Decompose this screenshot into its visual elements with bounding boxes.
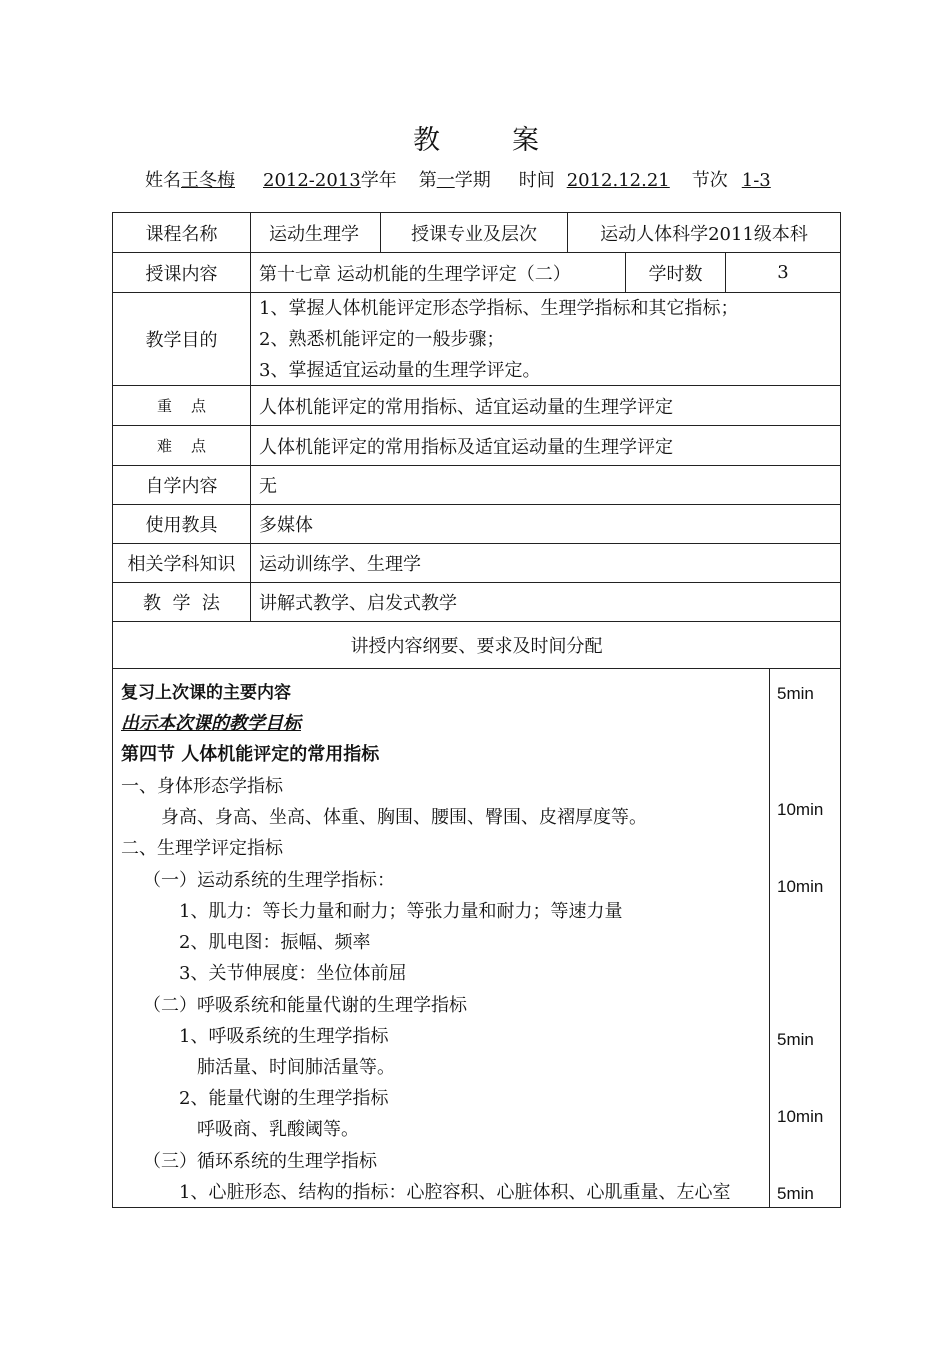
outline-line: 1、呼吸系统的生理学指标 (179, 1026, 389, 1047)
term-value: 一 (436, 170, 455, 191)
name-label: 姓名 (145, 170, 181, 191)
row-related (113, 543, 840, 582)
major-label: 授课专业及层次 (381, 213, 568, 252)
key-label: 重 点 (113, 386, 251, 425)
outline-line: 呼吸商、乳酸阈等。 (197, 1119, 359, 1140)
row-content (113, 252, 840, 292)
hours-label: 学时数 (626, 253, 726, 292)
goal-list (251, 293, 840, 385)
outline-line: 第四节 人体机能评定的常用指标 (121, 744, 380, 765)
difficult-value: 人体机能评定的常用指标及适宜运动量的生理学评定 (259, 436, 673, 458)
time-allocation: 10min (777, 1107, 824, 1126)
time-allocation: 10min (777, 877, 824, 896)
outline-line: （二）呼吸系统和能量代谢的生理学指标 (143, 995, 467, 1016)
time-allocation: 5min (777, 1184, 814, 1203)
tools-value: 多媒体 (259, 515, 313, 536)
outline-line: 一、身体形态学指标 (121, 776, 283, 797)
lesson-table (112, 212, 841, 1208)
outline-body (113, 668, 840, 1207)
outline-line: 复习上次课的主要内容 (121, 683, 291, 703)
outline-line: 1、心脏形态、结构的指标：心腔容积、心脏体积、心肌重量、左心室 (179, 1182, 731, 1203)
selfstudy-value: 无 (259, 476, 277, 497)
name-value: 王冬梅 (181, 170, 235, 191)
term-suffix: 学期 (454, 170, 491, 191)
outline-header: 讲授内容纲要、要求及时间分配 (350, 636, 603, 657)
time-allocation: 10min (777, 800, 824, 819)
outline-line: （三）循环系统的生理学指标 (143, 1151, 377, 1172)
outline-line: 2、能量代谢的生理学指标 (179, 1088, 389, 1109)
title-char-2: 案 (512, 125, 539, 156)
method-value: 讲解式教学、启发式教学 (259, 593, 457, 614)
goal-label: 教学目的 (113, 293, 251, 385)
time-allocation: 5min (777, 684, 814, 703)
hours-value: 3 (777, 262, 789, 283)
method-label: 教 学 法 (113, 583, 251, 621)
time-value: 2012.12.21 (566, 170, 670, 191)
row-difficult (113, 425, 840, 465)
major-value: 运动人体科学2011级本科 (600, 223, 808, 245)
period-label: 节次 (691, 170, 728, 191)
outline-line: 二、生理学评定指标 (121, 838, 283, 859)
row-tools (113, 504, 840, 543)
term-prefix: 第 (418, 170, 437, 191)
outline-line: （一）运动系统的生理学指标： (143, 870, 395, 891)
difficult-label: 难 点 (113, 426, 251, 465)
goal-item: 2、熟悉机能评定的一般步骤； (259, 328, 505, 350)
key-value: 人体机能评定的常用指标、适宜运动量的生理学评定 (259, 396, 673, 418)
title-char-1: 教 (413, 125, 440, 156)
document-title (0, 118, 952, 157)
outline-line: 出示本次课的教学目标 (121, 713, 301, 734)
related-label: 相关学科知识 (113, 544, 251, 582)
outline-line: 身高、身高、坐高、体重、胸围、腰围、臀围、皮褶厚度等。 (161, 807, 647, 828)
outline-line: 肺活量、时间肺活量等。 (197, 1057, 395, 1078)
selfstudy-label: 自学内容 (113, 466, 251, 504)
header-info (145, 166, 779, 192)
content-value: 第十七章 运动机能的生理学评定（二） (251, 253, 626, 292)
period-value: 1-3 (741, 170, 771, 191)
year-label: 学年 (360, 170, 397, 191)
course-name-label: 课程名称 (113, 213, 251, 252)
time-allocation: 5min (777, 1030, 814, 1049)
outline-line: 3、关节伸展度：坐位体前屈 (179, 963, 407, 984)
row-goals (113, 292, 840, 385)
related-value: 运动训练学、生理学 (259, 554, 421, 575)
row-key (113, 385, 840, 425)
row-method (113, 582, 840, 621)
row-selfstudy (113, 465, 840, 504)
outline-line: 1、肌力：等长力量和耐力；等张力量和耐力；等速力量 (179, 901, 623, 922)
content-label: 授课内容 (113, 253, 251, 292)
year-value: 2012-2013 (263, 170, 361, 191)
goal-item: 1、掌握人体机能评定形态学指标、生理学指标和其它指标； (259, 297, 739, 319)
goal-item: 3、掌握适宜运动量的生理学评定。 (259, 359, 541, 381)
row-outline-header (113, 621, 840, 668)
course-name-value: 运动生理学 (251, 213, 381, 252)
time-label: 时间 (518, 170, 555, 191)
outline-line: 2、肌电图：振幅、频率 (179, 932, 371, 953)
tools-label: 使用教具 (113, 505, 251, 543)
row-course (113, 213, 840, 252)
